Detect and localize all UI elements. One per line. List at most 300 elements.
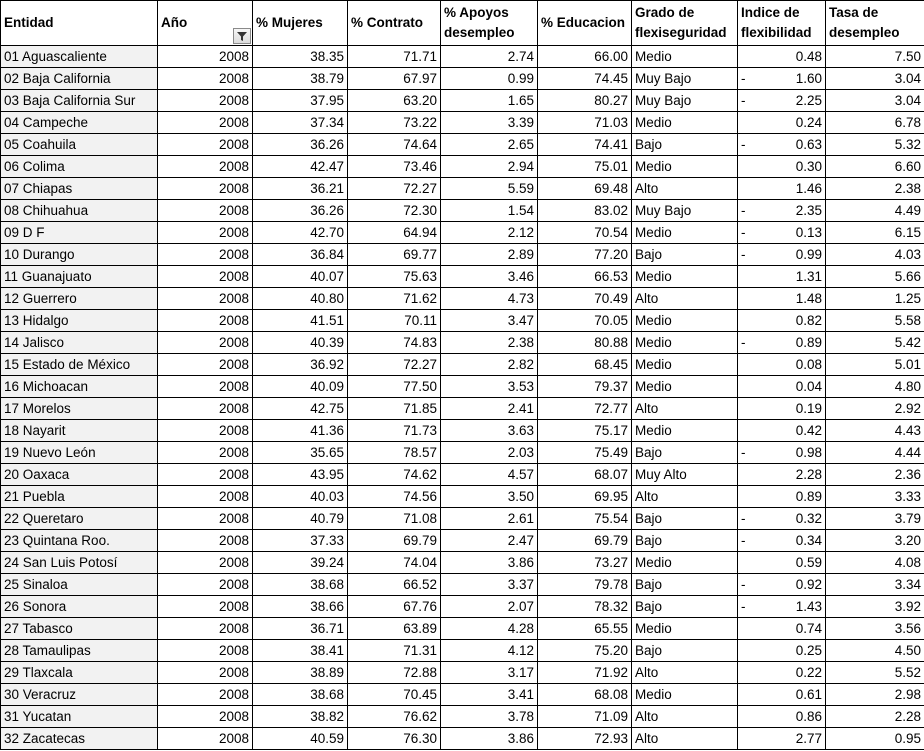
cell-mujeres[interactable]: 38.41 <box>253 640 348 662</box>
cell-apoyos[interactable]: 2.74 <box>441 46 538 68</box>
cell-entidad[interactable]: 01 Aguascaliente <box>1 46 158 68</box>
cell-grado[interactable]: Bajo <box>632 596 738 618</box>
cell-grado[interactable]: Medio <box>632 156 738 178</box>
cell-educacion[interactable]: 75.20 <box>538 640 632 662</box>
cell-mujeres[interactable]: 40.59 <box>253 728 348 750</box>
cell-contrato[interactable]: 74.56 <box>348 486 441 508</box>
cell-anio[interactable]: 2008 <box>158 508 253 530</box>
cell-mujeres[interactable]: 40.03 <box>253 486 348 508</box>
cell-educacion[interactable]: 79.78 <box>538 574 632 596</box>
cell-contrato[interactable]: 73.22 <box>348 112 441 134</box>
cell-apoyos[interactable]: 3.53 <box>441 376 538 398</box>
cell-entidad[interactable]: 25 Sinaloa <box>1 574 158 596</box>
cell-mujeres[interactable]: 37.95 <box>253 90 348 112</box>
cell-mujeres[interactable]: 41.51 <box>253 310 348 332</box>
cell-indice[interactable] <box>738 200 826 222</box>
cell-educacion[interactable]: 74.45 <box>538 68 632 90</box>
cell-entidad[interactable]: 26 Sonora <box>1 596 158 618</box>
cell-indice[interactable] <box>738 596 826 618</box>
header-anio[interactable] <box>158 1 253 46</box>
cell-contrato[interactable]: 76.62 <box>348 706 441 728</box>
cell-educacion[interactable]: 70.54 <box>538 222 632 244</box>
cell-indice[interactable] <box>738 706 826 728</box>
cell-contrato[interactable]: 70.45 <box>348 684 441 706</box>
cell-contrato[interactable]: 74.64 <box>348 134 441 156</box>
cell-educacion[interactable]: 74.41 <box>538 134 632 156</box>
cell-anio[interactable]: 2008 <box>158 90 253 112</box>
cell-tasa[interactable]: 2.98 <box>826 684 924 706</box>
cell-contrato[interactable]: 72.30 <box>348 200 441 222</box>
cell-contrato[interactable]: 74.62 <box>348 464 441 486</box>
cell-tasa[interactable]: 5.66 <box>826 266 924 288</box>
cell-entidad[interactable]: 12 Guerrero <box>1 288 158 310</box>
cell-anio[interactable]: 2008 <box>158 134 253 156</box>
cell-educacion[interactable]: 73.27 <box>538 552 632 574</box>
cell-educacion[interactable]: 75.49 <box>538 442 632 464</box>
cell-apoyos[interactable]: 1.54 <box>441 200 538 222</box>
cell-anio[interactable]: 2008 <box>158 684 253 706</box>
cell-contrato[interactable]: 72.88 <box>348 662 441 684</box>
cell-indice[interactable] <box>738 244 826 266</box>
cell-apoyos[interactable]: 3.37 <box>441 574 538 596</box>
cell-educacion[interactable]: 65.55 <box>538 618 632 640</box>
cell-contrato[interactable]: 74.04 <box>348 552 441 574</box>
cell-contrato[interactable]: 67.76 <box>348 596 441 618</box>
cell-anio[interactable]: 2008 <box>158 662 253 684</box>
cell-contrato[interactable]: 69.77 <box>348 244 441 266</box>
cell-indice[interactable] <box>738 266 826 288</box>
cell-tasa[interactable]: 4.49 <box>826 200 924 222</box>
cell-entidad[interactable]: 06 Colima <box>1 156 158 178</box>
cell-grado[interactable]: Bajo <box>632 442 738 464</box>
cell-entidad[interactable]: 15 Estado de México <box>1 354 158 376</box>
cell-anio[interactable]: 2008 <box>158 442 253 464</box>
cell-tasa[interactable]: 3.34 <box>826 574 924 596</box>
cell-contrato[interactable]: 71.31 <box>348 640 441 662</box>
cell-grado[interactable]: Alto <box>632 662 738 684</box>
cell-tasa[interactable]: 3.79 <box>826 508 924 530</box>
cell-entidad[interactable]: 13 Hidalgo <box>1 310 158 332</box>
cell-tasa[interactable]: 7.50 <box>826 46 924 68</box>
cell-entidad[interactable]: 27 Tabasco <box>1 618 158 640</box>
cell-anio[interactable]: 2008 <box>158 574 253 596</box>
cell-apoyos[interactable]: 2.41 <box>441 398 538 420</box>
cell-grado[interactable]: Bajo <box>632 134 738 156</box>
cell-educacion[interactable]: 69.48 <box>538 178 632 200</box>
cell-grado[interactable]: Alto <box>632 728 738 750</box>
cell-mujeres[interactable]: 39.24 <box>253 552 348 574</box>
cell-mujeres[interactable]: 38.68 <box>253 684 348 706</box>
cell-indice[interactable] <box>738 420 826 442</box>
cell-grado[interactable]: Muy Bajo <box>632 68 738 90</box>
cell-grado[interactable]: Bajo <box>632 640 738 662</box>
cell-contrato[interactable]: 77.50 <box>348 376 441 398</box>
cell-contrato[interactable]: 71.71 <box>348 46 441 68</box>
cell-educacion[interactable]: 83.02 <box>538 200 632 222</box>
cell-grado[interactable]: Bajo <box>632 508 738 530</box>
cell-grado[interactable]: Alto <box>632 486 738 508</box>
cell-anio[interactable]: 2008 <box>158 420 253 442</box>
cell-entidad[interactable]: 31 Yucatan <box>1 706 158 728</box>
cell-tasa[interactable]: 3.20 <box>826 530 924 552</box>
cell-anio[interactable]: 2008 <box>158 310 253 332</box>
cell-anio[interactable]: 2008 <box>158 464 253 486</box>
cell-contrato[interactable]: 73.46 <box>348 156 441 178</box>
cell-tasa[interactable]: 6.15 <box>826 222 924 244</box>
cell-tasa[interactable]: 2.28 <box>826 706 924 728</box>
cell-tasa[interactable]: 4.08 <box>826 552 924 574</box>
cell-tasa[interactable]: 5.01 <box>826 354 924 376</box>
cell-educacion[interactable]: 72.93 <box>538 728 632 750</box>
cell-mujeres[interactable]: 38.68 <box>253 574 348 596</box>
cell-tasa[interactable]: 2.38 <box>826 178 924 200</box>
cell-anio[interactable]: 2008 <box>158 46 253 68</box>
cell-mujeres[interactable]: 40.07 <box>253 266 348 288</box>
header-tasa-line1: Tasa de <box>829 5 879 20</box>
cell-apoyos[interactable]: 4.57 <box>441 464 538 486</box>
cell-entidad[interactable]: 05 Coahuila <box>1 134 158 156</box>
cell-grado[interactable]: Bajo <box>632 244 738 266</box>
cell-apoyos[interactable]: 3.41 <box>441 684 538 706</box>
table-row <box>1 266 924 288</box>
cell-mujeres[interactable]: 38.66 <box>253 596 348 618</box>
cell-contrato[interactable]: 72.27 <box>348 178 441 200</box>
cell-tasa[interactable]: 1.25 <box>826 288 924 310</box>
cell-indice[interactable] <box>738 464 826 486</box>
cell-anio[interactable]: 2008 <box>158 244 253 266</box>
cell-grado[interactable]: Alto <box>632 178 738 200</box>
cell-apoyos[interactable]: 2.94 <box>441 156 538 178</box>
cell-apoyos[interactable]: 3.46 <box>441 266 538 288</box>
cell-contrato[interactable]: 63.20 <box>348 90 441 112</box>
cell-mujeres[interactable]: 40.80 <box>253 288 348 310</box>
cell-tasa[interactable]: 5.58 <box>826 310 924 332</box>
cell-grado[interactable]: Alto <box>632 288 738 310</box>
cell-contrato[interactable]: 76.30 <box>348 728 441 750</box>
cell-grado[interactable]: Alto <box>632 706 738 728</box>
cell-tasa[interactable]: 4.44 <box>826 442 924 464</box>
cell-contrato[interactable]: 74.83 <box>348 332 441 354</box>
cell-educacion[interactable]: 80.88 <box>538 332 632 354</box>
header-entidad[interactable] <box>1 1 158 46</box>
cell-anio[interactable]: 2008 <box>158 332 253 354</box>
cell-apoyos[interactable]: 4.28 <box>441 618 538 640</box>
cell-educacion[interactable]: 66.00 <box>538 46 632 68</box>
cell-anio[interactable]: 2008 <box>158 618 253 640</box>
cell-apoyos[interactable]: 2.12 <box>441 222 538 244</box>
cell-entidad[interactable]: 17 Morelos <box>1 398 158 420</box>
cell-grado[interactable]: Muy Bajo <box>632 90 738 112</box>
cell-apoyos[interactable]: 3.17 <box>441 662 538 684</box>
cell-indice[interactable] <box>738 68 826 90</box>
cell-mujeres[interactable]: 38.79 <box>253 68 348 90</box>
filter-funnel-icon[interactable] <box>233 28 251 44</box>
cell-anio[interactable]: 2008 <box>158 222 253 244</box>
cell-grado[interactable]: Medio <box>632 376 738 398</box>
cell-mujeres[interactable]: 35.65 <box>253 442 348 464</box>
cell-anio[interactable]: 2008 <box>158 596 253 618</box>
cell-educacion[interactable]: 75.54 <box>538 508 632 530</box>
cell-anio[interactable]: 2008 <box>158 728 253 750</box>
cell-tasa[interactable]: 6.60 <box>826 156 924 178</box>
cell-apoyos[interactable]: 3.50 <box>441 486 538 508</box>
cell-contrato[interactable]: 72.27 <box>348 354 441 376</box>
cell-tasa[interactable]: 3.33 <box>826 486 924 508</box>
cell-mujeres[interactable]: 42.75 <box>253 398 348 420</box>
cell-tasa[interactable]: 3.56 <box>826 618 924 640</box>
header-mujeres[interactable] <box>253 1 348 46</box>
cell-apoyos[interactable]: 5.59 <box>441 178 538 200</box>
cell-tasa[interactable]: 5.32 <box>826 134 924 156</box>
cell-indice[interactable] <box>738 530 826 552</box>
cell-educacion[interactable]: 79.37 <box>538 376 632 398</box>
cell-entidad[interactable]: 03 Baja California Sur <box>1 90 158 112</box>
cell-anio[interactable]: 2008 <box>158 376 253 398</box>
cell-grado[interactable]: Medio <box>632 112 738 134</box>
cell-tasa[interactable]: 5.52 <box>826 662 924 684</box>
cell-entidad[interactable]: 24 San Luis Potosí <box>1 552 158 574</box>
cell-entidad[interactable]: 32 Zacatecas <box>1 728 158 750</box>
cell-entidad[interactable]: 28 Tamaulipas <box>1 640 158 662</box>
cell-contrato[interactable]: 69.79 <box>348 530 441 552</box>
cell-grado[interactable]: Muy Alto <box>632 464 738 486</box>
header-indice[interactable] <box>738 1 826 46</box>
cell-indice[interactable] <box>738 486 826 508</box>
cell-educacion[interactable]: 70.05 <box>538 310 632 332</box>
cell-apoyos[interactable]: 4.12 <box>441 640 538 662</box>
cell-mujeres[interactable]: 37.33 <box>253 530 348 552</box>
cell-tasa[interactable]: 4.03 <box>826 244 924 266</box>
cell-mujeres[interactable]: 38.82 <box>253 706 348 728</box>
cell-apoyos[interactable]: 3.63 <box>441 420 538 442</box>
cell-grado[interactable]: Alto <box>632 398 738 420</box>
cell-anio[interactable]: 2008 <box>158 398 253 420</box>
cell-anio[interactable]: 2008 <box>158 156 253 178</box>
cell-tasa[interactable]: 4.43 <box>826 420 924 442</box>
cell-mujeres[interactable]: 42.70 <box>253 222 348 244</box>
cell-anio[interactable]: 2008 <box>158 68 253 90</box>
header-educacion[interactable] <box>538 1 632 46</box>
cell-tasa[interactable]: 2.92 <box>826 398 924 420</box>
cell-indice[interactable] <box>738 134 826 156</box>
cell-indice[interactable] <box>738 508 826 530</box>
cell-educacion[interactable]: 75.17 <box>538 420 632 442</box>
cell-mujeres[interactable]: 40.09 <box>253 376 348 398</box>
cell-anio[interactable]: 2008 <box>158 112 253 134</box>
cell-indice[interactable] <box>738 640 826 662</box>
cell-apoyos[interactable]: 3.86 <box>441 552 538 574</box>
header-grado[interactable] <box>632 1 738 46</box>
cell-contrato[interactable]: 71.85 <box>348 398 441 420</box>
cell-mujeres[interactable]: 41.36 <box>253 420 348 442</box>
cell-mujeres[interactable]: 38.35 <box>253 46 348 68</box>
cell-tasa[interactable]: 4.80 <box>826 376 924 398</box>
cell-contrato[interactable]: 78.57 <box>348 442 441 464</box>
cell-entidad[interactable]: 20 Oaxaca <box>1 464 158 486</box>
cell-mujeres[interactable]: 38.89 <box>253 662 348 684</box>
cell-educacion[interactable]: 71.92 <box>538 662 632 684</box>
cell-mujeres[interactable]: 40.79 <box>253 508 348 530</box>
cell-contrato[interactable]: 71.62 <box>348 288 441 310</box>
cell-contrato[interactable]: 64.94 <box>348 222 441 244</box>
cell-indice[interactable] <box>738 552 826 574</box>
cell-grado[interactable]: Medio <box>632 46 738 68</box>
cell-tasa[interactable]: 2.36 <box>826 464 924 486</box>
cell-entidad[interactable]: 10 Durango <box>1 244 158 266</box>
cell-contrato[interactable]: 71.73 <box>348 420 441 442</box>
cell-apoyos[interactable]: 4.73 <box>441 288 538 310</box>
cell-educacion[interactable]: 71.09 <box>538 706 632 728</box>
cell-educacion[interactable]: 72.77 <box>538 398 632 420</box>
cell-indice[interactable] <box>738 112 826 134</box>
cell-mujeres[interactable]: 40.39 <box>253 332 348 354</box>
cell-indice[interactable] <box>738 310 826 332</box>
cell-anio[interactable]: 2008 <box>158 640 253 662</box>
cell-grado[interactable]: Medio <box>632 354 738 376</box>
cell-indice[interactable] <box>738 398 826 420</box>
cell-contrato[interactable]: 70.11 <box>348 310 441 332</box>
cell-apoyos[interactable]: 0.99 <box>441 68 538 90</box>
cell-educacion[interactable]: 68.45 <box>538 354 632 376</box>
cell-apoyos[interactable]: 3.39 <box>441 112 538 134</box>
cell-contrato[interactable]: 66.52 <box>348 574 441 596</box>
cell-entidad[interactable]: 22 Queretaro <box>1 508 158 530</box>
cell-tasa[interactable]: 5.42 <box>826 332 924 354</box>
cell-educacion[interactable]: 75.01 <box>538 156 632 178</box>
cell-educacion[interactable]: 69.95 <box>538 486 632 508</box>
cell-grado[interactable]: Medio <box>632 266 738 288</box>
cell-mujeres[interactable]: 37.34 <box>253 112 348 134</box>
cell-anio[interactable]: 2008 <box>158 552 253 574</box>
cell-entidad[interactable]: 19 Nuevo León <box>1 442 158 464</box>
cell-indice[interactable] <box>738 222 826 244</box>
cell-apoyos[interactable]: 2.65 <box>441 134 538 156</box>
cell-educacion[interactable]: 68.07 <box>538 464 632 486</box>
cell-grado[interactable]: Medio <box>632 310 738 332</box>
cell-grado[interactable]: Medio <box>632 684 738 706</box>
cell-entidad[interactable]: 07 Chiapas <box>1 178 158 200</box>
cell-anio[interactable]: 2008 <box>158 288 253 310</box>
cell-entidad[interactable]: 16 Michoacan <box>1 376 158 398</box>
cell-mujeres[interactable]: 36.26 <box>253 200 348 222</box>
cell-contrato[interactable]: 75.63 <box>348 266 441 288</box>
cell-anio[interactable]: 2008 <box>158 706 253 728</box>
cell-contrato[interactable]: 67.97 <box>348 68 441 90</box>
cell-apoyos[interactable]: 2.89 <box>441 244 538 266</box>
cell-educacion[interactable]: 66.53 <box>538 266 632 288</box>
cell-apoyos[interactable]: 2.47 <box>441 530 538 552</box>
cell-indice[interactable] <box>738 156 826 178</box>
cell-anio[interactable]: 2008 <box>158 178 253 200</box>
cell-indice[interactable] <box>738 354 826 376</box>
cell-anio[interactable]: 2008 <box>158 266 253 288</box>
cell-mujeres[interactable]: 36.92 <box>253 354 348 376</box>
cell-grado[interactable]: Muy Bajo <box>632 200 738 222</box>
cell-apoyos[interactable]: 2.03 <box>441 442 538 464</box>
header-contrato[interactable] <box>348 1 441 46</box>
cell-educacion[interactable]: 69.79 <box>538 530 632 552</box>
cell-educacion[interactable]: 70.49 <box>538 288 632 310</box>
cell-entidad[interactable]: 29 Tlaxcala <box>1 662 158 684</box>
cell-indice[interactable] <box>738 90 826 112</box>
cell-tasa[interactable]: 3.92 <box>826 596 924 618</box>
cell-anio[interactable]: 2008 <box>158 530 253 552</box>
cell-entidad[interactable]: 09 D F <box>1 222 158 244</box>
cell-indice[interactable] <box>738 662 826 684</box>
cell-apoyos[interactable]: 2.61 <box>441 508 538 530</box>
cell-indice[interactable] <box>738 684 826 706</box>
cell-tasa[interactable]: 3.04 <box>826 68 924 90</box>
cell-apoyos[interactable]: 2.82 <box>441 354 538 376</box>
cell-contrato[interactable]: 63.89 <box>348 618 441 640</box>
cell-indice[interactable] <box>738 288 826 310</box>
cell-grado[interactable]: Medio <box>632 552 738 574</box>
cell-mujeres[interactable]: 43.95 <box>253 464 348 486</box>
cell-educacion[interactable]: 78.32 <box>538 596 632 618</box>
cell-entidad[interactable]: 11 Guanajuato <box>1 266 158 288</box>
cell-entidad[interactable]: 21 Puebla <box>1 486 158 508</box>
cell-apoyos[interactable]: 3.86 <box>441 728 538 750</box>
cell-indice[interactable] <box>738 442 826 464</box>
cell-mujeres[interactable]: 36.84 <box>253 244 348 266</box>
cell-grado[interactable]: Medio <box>632 420 738 442</box>
cell-apoyos[interactable]: 3.47 <box>441 310 538 332</box>
cell-mujeres[interactable]: 36.71 <box>253 618 348 640</box>
cell-anio[interactable]: 2008 <box>158 200 253 222</box>
cell-apoyos[interactable]: 3.78 <box>441 706 538 728</box>
cell-indice[interactable] <box>738 618 826 640</box>
cell-indice[interactable] <box>738 728 826 750</box>
cell-indice[interactable] <box>738 178 826 200</box>
cell-educacion[interactable]: 68.08 <box>538 684 632 706</box>
header-apoyos[interactable] <box>441 1 538 46</box>
cell-entidad[interactable]: 30 Veracruz <box>1 684 158 706</box>
cell-grado[interactable]: Bajo <box>632 574 738 596</box>
cell-grado[interactable]: Medio <box>632 222 738 244</box>
cell-tasa[interactable]: 0.95 <box>826 728 924 750</box>
cell-entidad[interactable]: 04 Campeche <box>1 112 158 134</box>
cell-entidad[interactable]: 18 Nayarit <box>1 420 158 442</box>
cell-grado[interactable]: Medio <box>632 618 738 640</box>
cell-anio[interactable]: 2008 <box>158 354 253 376</box>
cell-anio[interactable]: 2008 <box>158 486 253 508</box>
cell-tasa[interactable]: 3.04 <box>826 90 924 112</box>
cell-educacion[interactable]: 77.20 <box>538 244 632 266</box>
cell-entidad[interactable]: 14 Jalisco <box>1 332 158 354</box>
cell-apoyos[interactable]: 2.38 <box>441 332 538 354</box>
cell-indice[interactable] <box>738 574 826 596</box>
cell-contrato[interactable]: 71.08 <box>348 508 441 530</box>
cell-entidad[interactable]: 23 Quintana Roo. <box>1 530 158 552</box>
cell-grado[interactable]: Bajo <box>632 530 738 552</box>
cell-mujeres[interactable]: 36.21 <box>253 178 348 200</box>
cell-apoyos[interactable]: 2.07 <box>441 596 538 618</box>
cell-mujeres[interactable]: 42.47 <box>253 156 348 178</box>
cell-mujeres[interactable]: 36.26 <box>253 134 348 156</box>
cell-educacion[interactable]: 71.03 <box>538 112 632 134</box>
header-tasa[interactable] <box>826 1 924 46</box>
cell-tasa[interactable]: 4.50 <box>826 640 924 662</box>
cell-indice[interactable] <box>738 46 826 68</box>
cell-indice[interactable] <box>738 376 826 398</box>
cell-educacion[interactable]: 80.27 <box>538 90 632 112</box>
cell-tasa[interactable]: 6.78 <box>826 112 924 134</box>
cell-grado[interactable]: Medio <box>632 332 738 354</box>
cell-entidad[interactable]: 08 Chihuahua <box>1 200 158 222</box>
cell-apoyos[interactable]: 1.65 <box>441 90 538 112</box>
cell-indice[interactable] <box>738 332 826 354</box>
cell-entidad[interactable]: 02 Baja California <box>1 68 158 90</box>
